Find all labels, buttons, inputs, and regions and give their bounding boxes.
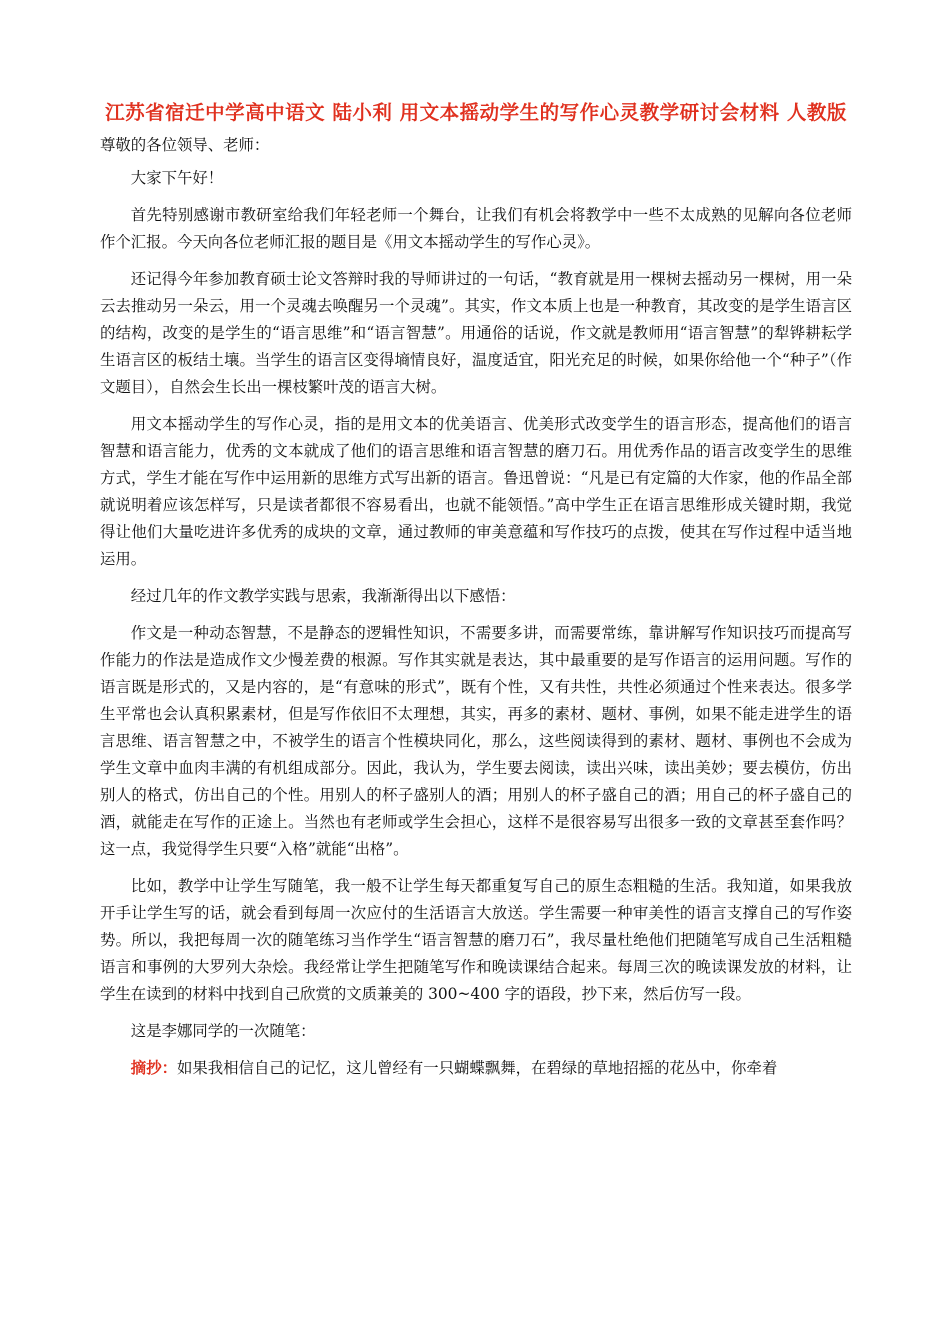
paragraph-text-shaking: 用文本摇动学生的写作心灵，指的是用文本的优美语言、优美形式改变学生的语言形态，提高他们的语言智慧和语言能力，优秀的文本就成了他们的语言思维和语言智慧的磨刀石。用优秀作品的语言改变学生的思维方式，学生才能在写作中运用新的思维方式写出新的语言。鲁迅曾说：“凡是已有定篇的大作家，他的作品全部就说明着应该怎样写，只是读者都很不容易看出，也就不能领悟。”高中学生正在语言思维形成关键时期，我觉得让他们大量吃进许多优秀的成块的文章，通过教师的审美意蕴和写作技巧的点拨，使其在写作过程中适当地运用。: [100, 415, 852, 568]
paragraph-essay-practice: 比如，教学中让学生写随笔，我一般不让学生每天都重复写自己的原生态粗糙的生活。我知道，如果我放开手让学生写的话，就会看到每周一次应付的生活语言大放送。学生需要一种审美性的语言支撑自己的写作姿势。所以，我把每周一次的随笔练习当作学生“语言智慧的磨刀石”，我尽量杜绝他们把随笔写成自己生活粗糙语言和事例的大罗列大杂烩。我经常让学生把随笔写作和晚读课结合起来。每周三次的晚读课发放的材料，让学生在读到的材料中找到自己欣赏的文质兼美的 300~400 字的语段，抄下来，然后仿写一段。: [100, 877, 852, 1003]
document-page: [100, 98, 852, 1082]
paragraph-dynamic-wisdom: 作文是一种动态智慧，不是静态的逻辑性知识，不需要多讲，而需要常练，靠讲解写作知识技巧而提高写作能力的作法是造成作文少慢差费的根源。写作其实就是表达，其中最重要的是写作语言的运用问题。写作的语言既是形式的，又是内容的，是“有意味的形式”，既有个性，又有共性，共性必须通过个性来表达。很多学生平常也会认真积累素材，但是写作依旧不太理想，其实，再多的素材、题材、事例，如果不能走进学生的语言思维、语言智慧之中，不被学生的语言个性模块同化，那么，这些阅读得到的素材、题材、事例也不会成为学生文章中血肉丰满的有机组成部分。因此，我认为，学生要去阅读，读出兴味，读出美妙；要去模仿，仿出别人的格式，仿出自己的个性。用别人的杯子盛别人的酒；用别人的杯子盛自己的酒；用自己的杯子盛自己的酒，就能走在写作的正途上。当然也有老师或学生会担心，这样不是很容易写出很多一致的文章甚至套作吗？这一点，我觉得学生只要“入格”就能“出格”。: [100, 624, 852, 858]
paragraph-education-quote: 还记得今年参加教育硕士论文答辩时我的导师讲过的一句话，“教育就是用一棵树去摇动另一棵树，用一朵云去推动另一朵云，用一个灵魂去唤醒另一个灵魂”。其实，作文本质上也是一种教育，其改变的是学生语言区的结构，改变的是学生的“语言思维”和“语言智慧”。用通俗的话说，作文就是教师用“语言智慧”的犁铧耕耘学生语言区的板结土壤。当学生的语言区变得墒情良好，温度适宜，阳光充足的时候，如果你给他一个“种子”（作文题目），自然会生长出一棵枝繁叶茂的语言大树。: [100, 270, 852, 396]
excerpt-text: 如果我相信自己的记忆，这儿曾经有一只蝴蝶飘舞，在碧绿的草地招摇的花丛中，你牵着: [176, 1059, 778, 1077]
salutation: 尊敬的各位领导、老师：: [100, 136, 270, 154]
paragraph-insights-intro: 经过几年的作文教学实践与思索，我渐渐得出以下感悟：: [130, 587, 516, 605]
paragraph-student-example: 这是李娜同学的一次随笔：: [130, 1022, 316, 1040]
paragraph-greeting: 大家下午好！: [130, 169, 224, 187]
excerpt-label: 摘抄：: [130, 1059, 177, 1077]
paragraph-excerpt: [100, 1055, 852, 1082]
paragraph-intro: 首先特别感谢市教研室给我们年轻老师一个舞台，让我们有机会将教学中一些不太成熟的见解向各位老师作个汇报。今天向各位老师汇报的题目是《用文本摇动学生的写作心灵》。: [100, 206, 852, 251]
document-title: 江苏省宿迁中学高中语文 陆小利 用文本摇动学生的写作心灵教学研讨会材料 人教版: [105, 101, 847, 124]
